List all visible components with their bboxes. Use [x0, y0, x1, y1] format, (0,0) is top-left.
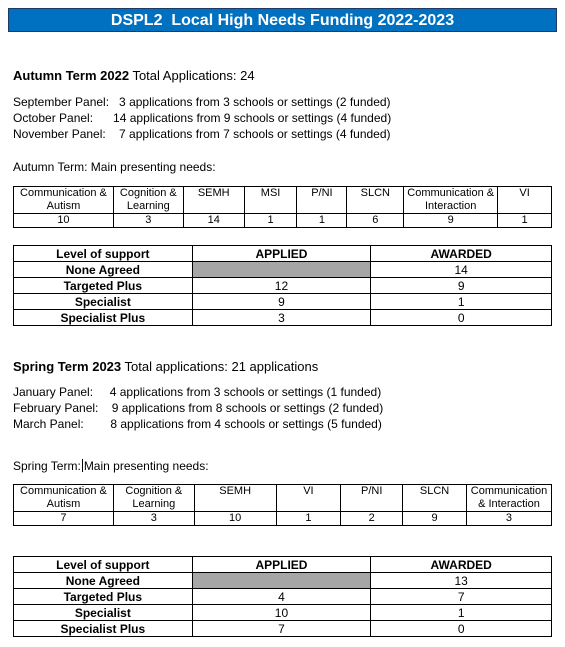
support-row — [14, 605, 552, 621]
spring-heading-bold: Spring Term 2023 — [13, 359, 122, 374]
need-value: 2 — [341, 512, 403, 526]
spring-heading-total: Total applications: 21 applications — [121, 359, 319, 374]
autumn-heading-bold: Autumn Term 2022 — [13, 68, 130, 83]
need-header: P/NI — [297, 187, 347, 214]
spring-support-table — [13, 556, 552, 637]
need-header: MSI — [244, 187, 297, 214]
support-awarded: 9 — [371, 278, 552, 294]
support-awarded: 7 — [371, 589, 552, 605]
support-level: Targeted Plus — [14, 589, 193, 605]
need-value: 6 — [347, 214, 404, 228]
support-row — [14, 262, 552, 278]
need-value: 10 — [14, 214, 114, 228]
support-header-level: Level of support — [14, 246, 193, 262]
spring-heading — [13, 359, 318, 374]
spring-needs-table — [13, 484, 552, 526]
need-header: Communication & Autism — [14, 187, 114, 214]
support-awarded: 1 — [371, 605, 552, 621]
need-value: 9 — [404, 214, 498, 228]
support-header-applied: APPLIED — [192, 557, 371, 573]
support-level: Specialist — [14, 605, 193, 621]
document-title: DSPL2 Local High Needs Funding 2022-2023 — [8, 8, 557, 32]
need-value: 1 — [244, 214, 297, 228]
support-row — [14, 278, 552, 294]
autumn-heading-total: Total Applications: 24 — [129, 68, 255, 83]
need-value: 10 — [194, 512, 276, 526]
support-applied: 10 — [192, 605, 371, 621]
need-header: Communication & Autism — [14, 485, 114, 512]
autumn-needs-label: Autumn Term: Main presenting needs: — [13, 160, 216, 174]
spring-panel-february: February Panel: 9 applications from 8 schools or settings (2 funded) — [13, 401, 384, 415]
support-row — [14, 294, 552, 310]
support-header-row — [14, 557, 552, 573]
spring-needs-value-row — [14, 512, 552, 526]
need-header: Cognition & Learning — [113, 187, 183, 214]
need-value: 1 — [276, 512, 341, 526]
support-applied — [192, 262, 371, 278]
support-row — [14, 621, 552, 637]
support-awarded: 13 — [371, 573, 552, 589]
support-awarded: 0 — [371, 621, 552, 637]
spring-needs-label — [13, 459, 209, 473]
need-value: 3 — [113, 214, 183, 228]
need-value: 1 — [297, 214, 347, 228]
support-applied: 12 — [192, 278, 371, 294]
autumn-needs-table — [13, 186, 552, 228]
text-cursor — [82, 459, 83, 472]
autumn-heading — [13, 68, 255, 83]
support-header-row — [14, 246, 552, 262]
autumn-needs-header-row — [14, 187, 552, 214]
support-applied — [192, 573, 371, 589]
support-level: None Agreed — [14, 262, 193, 278]
support-level: Targeted Plus — [14, 278, 193, 294]
spring-panel-march: March Panel: 8 applications from 4 schools or settings (5 funded) — [13, 417, 382, 431]
need-value: 7 — [14, 512, 114, 526]
need-header: SLCN — [403, 485, 467, 512]
support-applied: 4 — [192, 589, 371, 605]
support-row — [14, 310, 552, 326]
need-header: SLCN — [347, 187, 404, 214]
need-value: 1 — [498, 214, 552, 228]
support-row — [14, 573, 552, 589]
support-level: Specialist — [14, 294, 193, 310]
spring-panel-january: January Panel: 4 applications from 3 schools or settings (1 funded) — [13, 385, 382, 399]
support-header-awarded: AWARDED — [371, 246, 552, 262]
need-header: Communication & Interaction — [404, 187, 498, 214]
need-header: Cognition & Learning — [113, 485, 194, 512]
spring-needs-label-a: Spring Term: — [13, 459, 81, 473]
need-header: P/NI — [341, 485, 403, 512]
support-header-level: Level of support — [14, 557, 193, 573]
support-awarded: 0 — [371, 310, 552, 326]
autumn-panel-november: November Panel: 7 applications from 7 schools or settings (4 funded) — [13, 127, 391, 141]
autumn-panel-september: September Panel: 3 applications from 3 schools or settings (2 funded) — [13, 95, 391, 109]
need-header: SEMH — [194, 485, 276, 512]
support-applied: 3 — [192, 310, 371, 326]
autumn-support-table — [13, 245, 552, 326]
support-awarded: 14 — [371, 262, 552, 278]
need-header: Communication & Interaction — [466, 485, 551, 512]
need-value: 3 — [466, 512, 551, 526]
support-level: Specialist Plus — [14, 310, 193, 326]
support-level: None Agreed — [14, 573, 193, 589]
support-level: Specialist Plus — [14, 621, 193, 637]
need-header: SEMH — [183, 187, 244, 214]
need-header: VI — [498, 187, 552, 214]
support-applied: 9 — [192, 294, 371, 310]
support-row — [14, 589, 552, 605]
need-value: 9 — [403, 512, 467, 526]
support-applied: 7 — [192, 621, 371, 637]
support-header-applied: APPLIED — [192, 246, 371, 262]
need-header: VI — [276, 485, 341, 512]
spring-needs-header-row — [14, 485, 552, 512]
support-header-awarded: AWARDED — [371, 557, 552, 573]
support-awarded: 1 — [371, 294, 552, 310]
spring-needs-label-b: Main presenting needs: — [83, 459, 209, 473]
need-value: 14 — [183, 214, 244, 228]
autumn-needs-value-row — [14, 214, 552, 228]
need-value: 3 — [113, 512, 194, 526]
autumn-panel-october: October Panel: 14 applications from 9 schools or settings (4 funded) — [13, 111, 392, 125]
